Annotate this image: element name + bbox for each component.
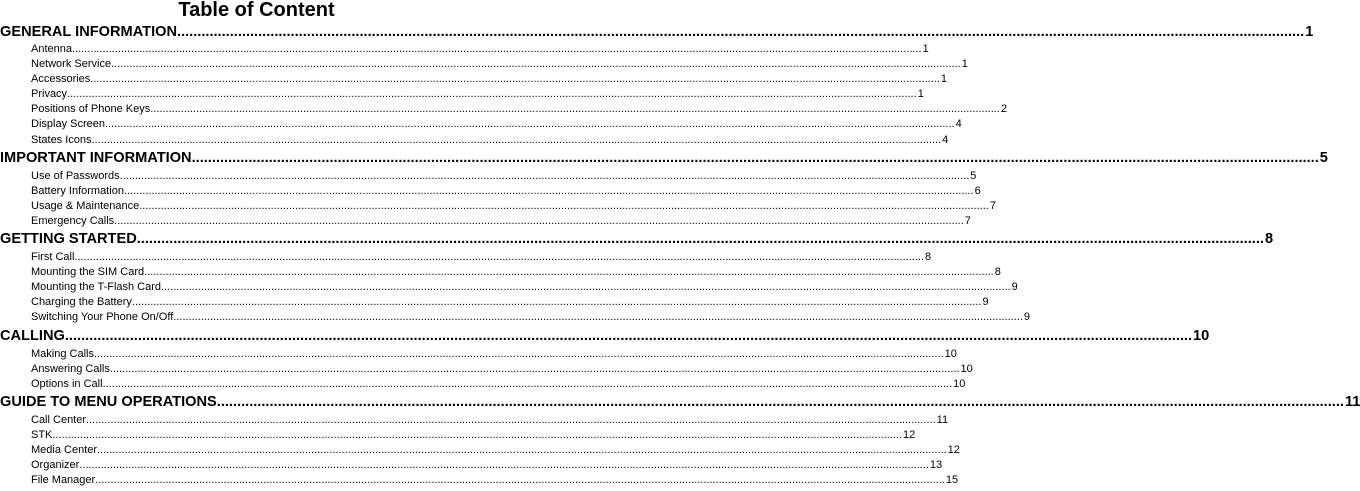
toc-entry-page: 10 xyxy=(960,362,973,375)
toc-entry-label: Media Center xyxy=(31,443,98,456)
toc-entry-page: 9 xyxy=(1023,311,1031,324)
toc-section-page: 10 xyxy=(1193,327,1210,344)
toc-entry-states-icons[interactable] xyxy=(0,133,949,148)
toc-entry-page: 9 xyxy=(982,296,989,309)
table-of-contents xyxy=(0,22,1360,488)
dot-leader xyxy=(90,72,940,87)
dot-leader xyxy=(79,458,929,473)
toc-entry-page: 1 xyxy=(917,88,924,101)
toc-section-page: 8 xyxy=(1264,231,1274,248)
dot-leader xyxy=(111,57,961,72)
toc-entry-label: Antenna xyxy=(31,43,72,55)
dot-leader xyxy=(86,413,936,428)
toc-entry-mounting-the-t-flash-card[interactable] xyxy=(0,280,1018,295)
toc-section-title: IMPORTANT INFORMATION xyxy=(0,149,192,166)
toc-section-important-information[interactable] xyxy=(0,148,1328,169)
toc-section-page: 1 xyxy=(1305,24,1314,40)
toc-entry-label: First Call xyxy=(31,251,75,264)
toc-entry-page: 10 xyxy=(944,347,957,360)
toc-entry-page: 5 xyxy=(970,169,977,182)
toc-section-page: 11 xyxy=(1344,393,1360,410)
toc-entry-page: 11 xyxy=(936,413,949,426)
toc-entry-making-calls[interactable] xyxy=(0,347,957,362)
toc-entry-page: 12 xyxy=(903,428,916,441)
toc-entry-page: 10 xyxy=(953,377,966,390)
toc-entry-use-of-passwords[interactable] xyxy=(0,169,977,184)
dot-leader xyxy=(139,199,989,214)
toc-entry-usage-maintenance[interactable] xyxy=(0,199,996,214)
toc-entry-page: 2 xyxy=(1000,103,1007,116)
toc-entry-first-call[interactable] xyxy=(0,250,932,265)
toc-entry-label: Organizer xyxy=(31,459,80,472)
dot-leader xyxy=(103,377,953,392)
toc-entry-label: Usage & Maintenance xyxy=(31,199,140,212)
toc-entry-file-manager[interactable] xyxy=(0,473,959,488)
toc-section-page: 5 xyxy=(1319,149,1328,166)
dot-leader xyxy=(120,169,970,184)
dot-leader xyxy=(217,392,1344,413)
toc-entry-positions-of-phone-keys[interactable] xyxy=(0,102,1007,117)
dot-leader xyxy=(192,148,1319,169)
toc-entry-page: 4 xyxy=(955,118,962,131)
toc-entry-page: 12 xyxy=(947,443,960,456)
toc-entry-page: 1 xyxy=(961,58,968,71)
toc-entry-label: Charging the Battery xyxy=(31,296,132,309)
dot-leader xyxy=(97,443,947,458)
toc-section-title: CALLING xyxy=(0,327,65,344)
dot-leader xyxy=(52,428,902,443)
toc-entry-mounting-the-sim-card[interactable] xyxy=(0,265,1001,280)
toc-entry-page: 8 xyxy=(994,266,1001,279)
toc-entry-media-center[interactable] xyxy=(0,443,960,458)
dot-leader xyxy=(74,250,924,265)
toc-entry-antenna[interactable] xyxy=(0,42,929,57)
toc-entry-label: Emergency Calls xyxy=(31,214,115,227)
toc-entry-page: 13 xyxy=(929,459,943,472)
dot-leader xyxy=(105,117,955,132)
dot-leader xyxy=(150,102,1000,117)
dot-leader xyxy=(110,362,960,377)
toc-entry-options-in-call[interactable] xyxy=(0,377,966,392)
toc-entry-switching-your-phone-on-off[interactable] xyxy=(0,310,1031,325)
dot-leader xyxy=(95,473,945,488)
toc-section-getting-started[interactable] xyxy=(0,229,1274,250)
toc-entry-page: 8 xyxy=(925,251,932,264)
toc-entry-label: File Manager xyxy=(31,474,96,487)
toc-entry-label: Display Screen xyxy=(31,118,105,131)
dot-leader xyxy=(161,280,1011,295)
toc-section-title: GETTING STARTED xyxy=(0,231,137,248)
dot-leader xyxy=(177,22,1304,42)
toc-entry-label: STK xyxy=(31,428,53,441)
dot-leader xyxy=(72,42,922,57)
toc-entry-label: Making Calls xyxy=(31,347,94,360)
toc-entry-page: 6 xyxy=(974,184,981,197)
toc-section-guide-to-menu-operations[interactable] xyxy=(0,392,1360,413)
dot-leader xyxy=(173,310,1023,325)
toc-entry-label: Switching Your Phone On/Off xyxy=(31,311,174,324)
dot-leader xyxy=(124,184,974,199)
toc-entry-label: Privacy xyxy=(31,88,68,101)
toc-entry-stk[interactable] xyxy=(0,428,916,443)
toc-section-general-information[interactable] xyxy=(0,22,1314,42)
toc-entry-label: Mounting the SIM Card xyxy=(31,266,145,279)
dot-leader xyxy=(92,133,942,148)
toc-section-calling[interactable] xyxy=(0,326,1210,347)
dot-leader xyxy=(114,214,964,229)
toc-entry-charging-the-battery[interactable] xyxy=(0,295,989,310)
toc-entry-page: 1 xyxy=(922,43,929,55)
toc-entry-label: Positions of Phone Keys xyxy=(31,103,151,116)
toc-entry-label: Answering Calls xyxy=(31,362,110,375)
toc-entry-label: Mounting the T-Flash Card xyxy=(31,281,162,294)
dot-leader xyxy=(144,265,994,280)
toc-entry-call-center[interactable] xyxy=(0,413,949,428)
toc-entry-page: 7 xyxy=(964,214,971,227)
toc-entry-page: 9 xyxy=(1011,281,1018,294)
toc-entry-emergency-calls[interactable] xyxy=(0,214,971,229)
toc-section-title: GUIDE TO MENU OPERATIONS xyxy=(0,393,217,410)
toc-entry-battery-information[interactable] xyxy=(0,184,981,199)
toc-entry-organizer[interactable] xyxy=(0,458,943,473)
toc-entry-page: 15 xyxy=(945,474,959,487)
toc-entry-label: States Icons xyxy=(31,133,92,146)
toc-entry-network-service[interactable] xyxy=(0,57,968,72)
dot-leader xyxy=(132,295,982,310)
dot-leader xyxy=(65,326,1192,347)
toc-entry-accessories[interactable] xyxy=(0,72,948,87)
toc-entry-label: Options in Call xyxy=(31,377,103,390)
toc-entry-label: Battery Information xyxy=(31,184,124,197)
toc-entry-answering-calls[interactable] xyxy=(0,362,973,377)
toc-entry-label: Network Service xyxy=(31,58,112,71)
toc-entry-display-screen[interactable] xyxy=(0,117,962,132)
toc-entry-page: 1 xyxy=(940,73,948,86)
toc-entry-page: 4 xyxy=(942,133,949,146)
dot-leader xyxy=(137,229,1264,250)
toc-section-title: GENERAL INFORMATION xyxy=(0,24,178,40)
toc-title: Table of Content xyxy=(178,0,335,21)
toc-entry-page: 7 xyxy=(989,199,996,212)
dot-leader xyxy=(94,347,944,362)
toc-entry-label: Accessories xyxy=(31,73,91,86)
toc-entry-privacy[interactable] xyxy=(0,87,924,102)
dot-leader xyxy=(67,87,917,102)
toc-entry-label: Call Center xyxy=(31,413,87,426)
toc-entry-label: Use of Passwords xyxy=(31,169,120,182)
